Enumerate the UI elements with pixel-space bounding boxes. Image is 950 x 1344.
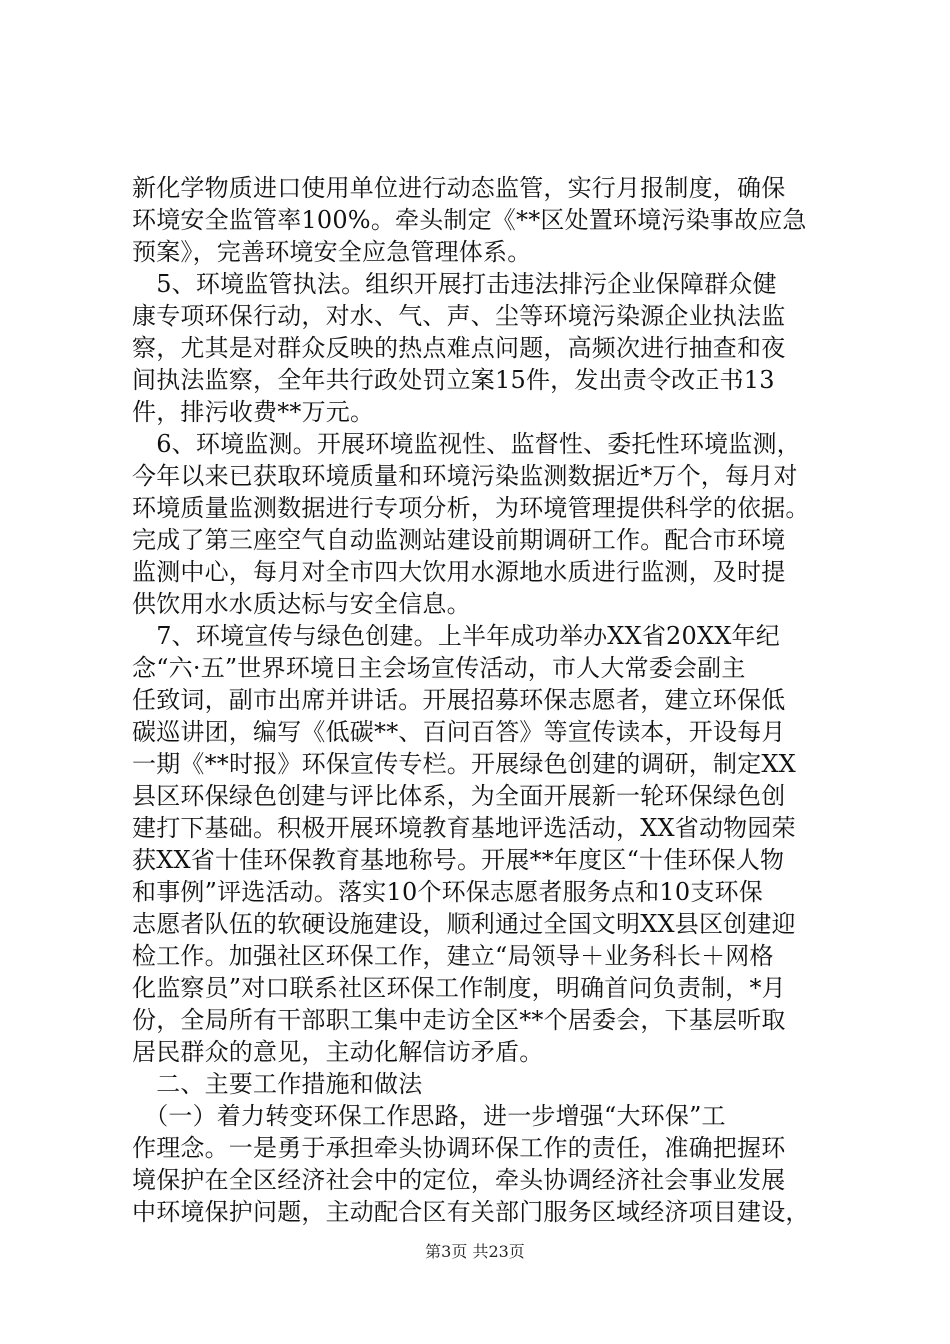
text-line: 境保护在全区经济社会中的定位，牵头协调经济社会事业发展	[132, 1166, 786, 1194]
text-line: 完成了第三座空气自动监测站建设前期调研工作。配合市环境	[132, 526, 786, 554]
text-line: 监测中心，每月对全市四大饮用水源地水质进行监测，及时提	[132, 558, 786, 586]
text-line: 一期《**时报》环保宣传专栏。开展绿色创建的调研，制定XX	[132, 750, 796, 778]
text-line: 今年以来已获取环境质量和环境污染监测数据近*万个，每月对	[132, 462, 798, 490]
text-line: （一）着力转变环保工作思路，进一步增强“大环保”工	[132, 1102, 726, 1130]
text-line: 件，排污收费**万元。	[132, 398, 375, 426]
text-line: 康专项环保行动，对水、气、声、尘等环境污染源企业执法监	[132, 302, 786, 330]
text-line: 获XX省十佳环保教育基地称号。开展**年度区“十佳环保人物	[132, 846, 785, 874]
text-line: 念“六·五”世界环境日主会场宣传活动，市人大常委会副主	[132, 654, 746, 682]
text-line: 检工作。加强社区环保工作，建立“局领导＋业务科长＋网格	[132, 942, 774, 970]
text-line: 预案》，完善环境安全应急管理体系。	[132, 238, 532, 266]
text-line: 中环境保护问题，主动配合区有关部门服务区域经济项目建设，	[132, 1198, 810, 1226]
text-line: 新化学物质进口使用单位进行动态监管，实行月报制度，确保	[132, 174, 786, 202]
text-line: 环境质量监测数据进行专项分析，为环境管理提供科学的依据。	[132, 494, 810, 522]
text-line: 化监察员”对口联系社区环保工作制度，明确首问负责制，*月	[132, 974, 786, 1002]
text-line: 居民群众的意见，主动化解信访矛盾。	[132, 1038, 544, 1066]
document-body	[132, 172, 832, 1228]
text-line: 7、环境宣传与绿色创建。上半年成功举办XX省20XX年纪	[132, 622, 780, 650]
text-line: 环境安全监管率100%。牵头制定《**区处置环境污染事故应急	[132, 206, 807, 234]
text-line: 任致词，副市出席并讲话。开展招募环保志愿者，建立环保低	[132, 686, 786, 714]
text-line: 志愿者队伍的软硬设施建设，顺利通过全国文明XX县区创建迎	[132, 910, 796, 938]
text-line: 作理念。一是勇于承担牵头协调环保工作的责任，准确把握环	[132, 1134, 786, 1162]
section-heading: 二、主要工作措施和做法	[132, 1070, 423, 1098]
text-line: 6、环境监测。开展环境监视性、监督性、委托性环境监测，	[132, 430, 801, 458]
text-line: 份，全局所有干部职工集中走访全区**个居委会，下基层听取	[132, 1006, 786, 1034]
text-line: 碳巡讲团，编写《低碳**、百问百答》等宣传读本，开设每月	[132, 718, 786, 746]
text-line: 建打下基础。积极开展环境教育基地评选活动，XX省动物园荣	[132, 814, 796, 842]
text-line: 察，尤其是对群众反映的热点难点问题，高频次进行抽查和夜	[132, 334, 786, 362]
page-number-footer: 第3页 共23页	[425, 1242, 525, 1261]
text-line: 供饮用水水质达标与安全信息。	[132, 590, 471, 618]
text-line: 县区环保绿色创建与评比体系，为全面开展新一轮环保绿色创	[132, 782, 786, 810]
text-line: 间执法监察，全年共行政处罚立案15件，发出责令改正书13	[132, 366, 775, 394]
text-line: 5、环境监管执法。组织开展打击违法排污企业保障群众健	[132, 270, 777, 298]
text-line: 和事例”评选活动。落实10个环保志愿者服务点和10支环保	[132, 878, 763, 906]
